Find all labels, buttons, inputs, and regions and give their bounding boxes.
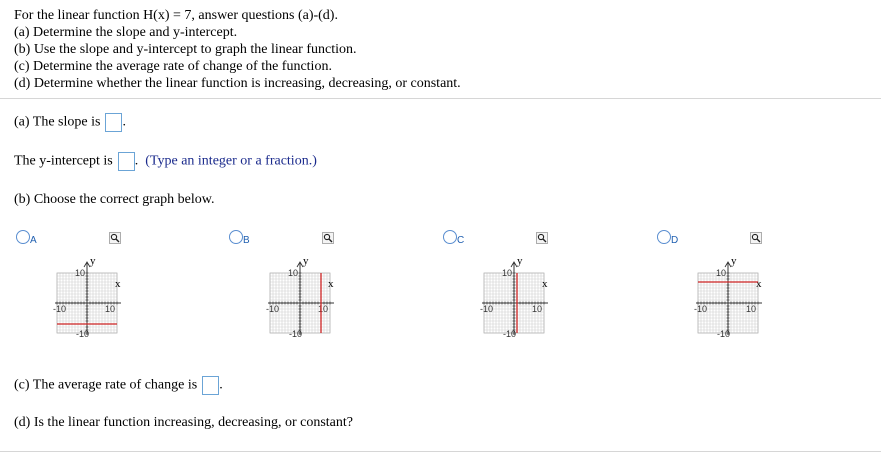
rate-label: (c) The average rate of change is xyxy=(14,377,198,393)
x-tick-label-neg: -10 xyxy=(480,304,494,314)
option-d-letter: D xyxy=(671,235,679,246)
slope-period: . xyxy=(122,114,126,130)
rate-period: . xyxy=(219,377,223,393)
radio-option-d[interactable] xyxy=(657,230,671,244)
slope-label: (a) The slope is xyxy=(14,114,101,130)
graph-option-b[interactable] xyxy=(229,229,429,359)
magnifier-icon[interactable] xyxy=(109,232,121,244)
question-part-b: (b) Use the slope and y-intercept to graph the linear function. xyxy=(14,42,357,57)
magnifier-icon[interactable] xyxy=(536,232,548,244)
y-tick-label-pos: 10 xyxy=(288,268,299,278)
graph-b xyxy=(254,249,354,349)
y-tick-label-neg: -10 xyxy=(289,329,303,339)
x-axis-label: x xyxy=(756,278,762,290)
radio-option-a[interactable] xyxy=(16,230,30,244)
intercept-label: The y-intercept is xyxy=(14,153,113,169)
intercept-input[interactable] xyxy=(118,152,135,171)
graph-d xyxy=(682,249,782,349)
radio-option-b[interactable] xyxy=(229,230,243,244)
y-tick-label-pos: 10 xyxy=(502,268,513,278)
radio-option-c[interactable] xyxy=(443,230,457,244)
y-tick-label-pos: 10 xyxy=(716,268,727,278)
y-axis-label: y xyxy=(517,255,523,267)
graph-a xyxy=(41,249,141,349)
graph-c xyxy=(468,249,568,349)
x-tick-label-pos: 10 xyxy=(532,304,543,314)
intercept-period: . xyxy=(134,153,139,169)
rate-row xyxy=(14,376,223,395)
divider xyxy=(0,98,881,99)
x-axis-label: x xyxy=(115,278,121,290)
graph-prompt: (b) Choose the correct graph below. xyxy=(14,192,215,207)
y-tick-label-pos: 10 xyxy=(75,268,86,278)
question-part-d: (d) Determine whether the linear function is increasing, decreasing, or constant. xyxy=(14,76,461,91)
slope-row xyxy=(14,113,126,132)
bottom-divider xyxy=(0,451,881,452)
x-axis-label: x xyxy=(542,278,548,290)
y-tick-label-neg: -10 xyxy=(717,329,731,339)
option-a-letter: A xyxy=(30,235,37,246)
y-tick-label-neg: -10 xyxy=(503,329,517,339)
rate-input[interactable] xyxy=(202,376,219,395)
x-tick-label-pos: 10 xyxy=(105,304,116,314)
option-c-letter: C xyxy=(457,235,465,246)
magnifier-icon[interactable] xyxy=(322,232,334,244)
question-part-c: (c) Determine the average rate of change of the function. xyxy=(14,59,332,74)
x-tick-label-neg: -10 xyxy=(694,304,708,314)
y-axis-label: y xyxy=(303,255,309,267)
graph-option-a[interactable] xyxy=(16,229,216,359)
graph-option-d[interactable] xyxy=(657,229,857,359)
intercept-row xyxy=(14,152,317,171)
intercept-hint: (Type an integer or a fraction.) xyxy=(145,153,317,169)
x-tick-label-neg: -10 xyxy=(53,304,67,314)
monotonic-prompt: (d) Is the linear function increasing, decreasing, or constant? xyxy=(14,415,353,430)
question-intro: For the linear function H(x) = 7, answer questions (a)-(d). xyxy=(14,8,338,23)
x-tick-label-neg: -10 xyxy=(266,304,280,314)
x-tick-label-pos: 10 xyxy=(746,304,757,314)
question-part-a: (a) Determine the slope and y-intercept. xyxy=(14,25,238,40)
option-b-letter: B xyxy=(243,235,250,246)
x-tick-label-pos: 10 xyxy=(318,304,329,314)
y-axis-label: y xyxy=(90,255,96,267)
x-axis-label: x xyxy=(328,278,334,290)
slope-input[interactable] xyxy=(105,113,122,132)
magnifier-icon[interactable] xyxy=(750,232,762,244)
y-axis-label: y xyxy=(731,255,737,267)
graph-option-c[interactable] xyxy=(443,229,643,359)
y-tick-label-neg: -10 xyxy=(76,329,90,339)
